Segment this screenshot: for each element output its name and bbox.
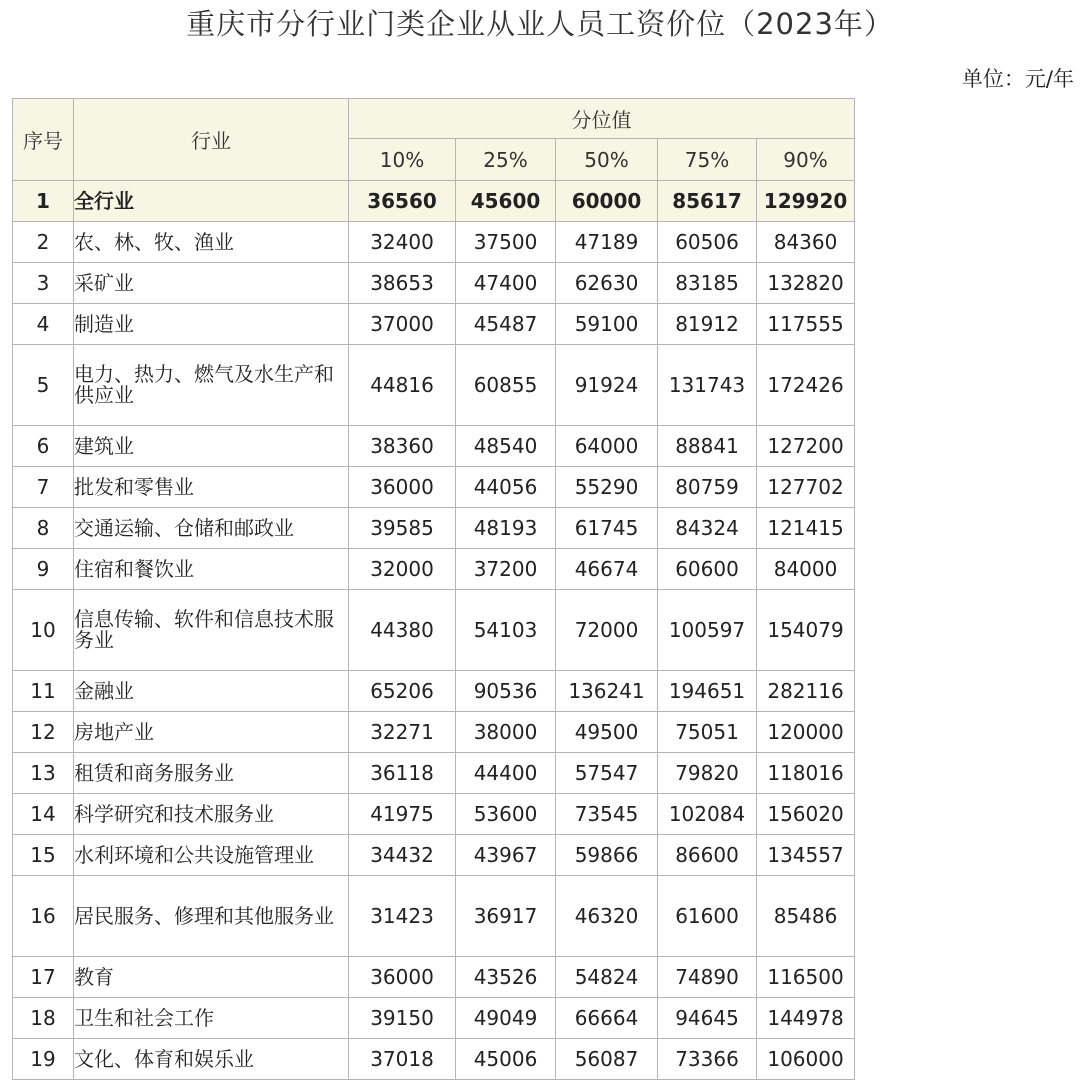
table-row xyxy=(13,957,855,998)
row-value-p75: 61600 xyxy=(658,876,757,957)
row-value-p25: 48193 xyxy=(456,508,556,549)
row-value-p90: 154079 xyxy=(757,590,855,671)
row-value-p10: 32271 xyxy=(349,712,456,753)
row-industry: 批发和零售业 xyxy=(74,467,349,508)
unit-label: 单位：元/年 xyxy=(961,67,1074,91)
row-value-p50: 91924 xyxy=(556,345,658,426)
row-value-p50: 61745 xyxy=(556,508,658,549)
row-value-p50: 64000 xyxy=(556,426,658,467)
row-seq: 15 xyxy=(13,835,74,876)
row-industry: 金融业 xyxy=(74,671,349,712)
row-seq: 5 xyxy=(13,345,74,426)
row-industry: 住宿和餐饮业 xyxy=(74,549,349,590)
table-row xyxy=(13,426,855,467)
row-value-p10: 44816 xyxy=(349,345,456,426)
row-value-p50: 46674 xyxy=(556,549,658,590)
row-value-p90: 282116 xyxy=(757,671,855,712)
row-value-p75: 75051 xyxy=(658,712,757,753)
row-value-p25: 48540 xyxy=(456,426,556,467)
row-value-p75: 84324 xyxy=(658,508,757,549)
row-seq: 9 xyxy=(13,549,74,590)
table-row xyxy=(13,263,855,304)
row-value-p25: 44400 xyxy=(456,753,556,794)
row-value-p50: 54824 xyxy=(556,957,658,998)
row-value-p90: 144978 xyxy=(757,998,855,1039)
row-value-p25: 45600 xyxy=(456,181,556,222)
row-seq: 14 xyxy=(13,794,74,835)
row-industry: 房地产业 xyxy=(74,712,349,753)
row-value-p75: 60600 xyxy=(658,549,757,590)
row-value-p75: 94645 xyxy=(658,998,757,1039)
page-title: 重庆市分行业门类企业从业人员工资价位（2023年） xyxy=(186,7,894,41)
row-value-p90: 172426 xyxy=(757,345,855,426)
row-value-p90: 118016 xyxy=(757,753,855,794)
header-p75: 75% xyxy=(658,139,757,181)
row-value-p90: 134557 xyxy=(757,835,855,876)
row-seq: 17 xyxy=(13,957,74,998)
table-row xyxy=(13,998,855,1039)
row-industry: 制造业 xyxy=(74,304,349,345)
row-value-p50: 57547 xyxy=(556,753,658,794)
row-industry: 居民服务、修理和其他服务业 xyxy=(74,876,349,957)
table-row xyxy=(13,549,855,590)
row-value-p75: 102084 xyxy=(658,794,757,835)
row-seq: 3 xyxy=(13,263,74,304)
row-value-p25: 43967 xyxy=(456,835,556,876)
row-value-p90: 117555 xyxy=(757,304,855,345)
row-value-p50: 136241 xyxy=(556,671,658,712)
row-value-p10: 31423 xyxy=(349,876,456,957)
table-row-total xyxy=(13,181,855,222)
row-value-p75: 86600 xyxy=(658,835,757,876)
row-value-p50: 59100 xyxy=(556,304,658,345)
table-row xyxy=(13,835,855,876)
row-value-p90: 127702 xyxy=(757,467,855,508)
table-row xyxy=(13,508,855,549)
row-industry: 信息传输、软件和信息技术服务业 xyxy=(74,590,349,671)
row-seq: 6 xyxy=(13,426,74,467)
row-value-p75: 88841 xyxy=(658,426,757,467)
row-value-p90: 106000 xyxy=(757,1039,855,1080)
row-seq: 7 xyxy=(13,467,74,508)
row-value-p25: 36917 xyxy=(456,876,556,957)
header-p25: 25% xyxy=(456,139,556,181)
header-percentile-group: 分位值 xyxy=(349,99,855,139)
row-seq: 12 xyxy=(13,712,74,753)
row-value-p10: 36000 xyxy=(349,467,456,508)
row-industry: 科学研究和技术服务业 xyxy=(74,794,349,835)
row-value-p50: 49500 xyxy=(556,712,658,753)
row-value-p10: 36560 xyxy=(349,181,456,222)
row-seq: 10 xyxy=(13,590,74,671)
row-seq: 18 xyxy=(13,998,74,1039)
row-industry: 教育 xyxy=(74,957,349,998)
header-p90: 90% xyxy=(757,139,855,181)
row-value-p50: 59866 xyxy=(556,835,658,876)
row-value-p50: 66664 xyxy=(556,998,658,1039)
row-industry: 租赁和商务服务业 xyxy=(74,753,349,794)
row-value-p25: 53600 xyxy=(456,794,556,835)
row-value-p25: 44056 xyxy=(456,467,556,508)
row-value-p10: 36000 xyxy=(349,957,456,998)
table-row xyxy=(13,876,855,957)
row-value-p50: 73545 xyxy=(556,794,658,835)
row-value-p25: 47400 xyxy=(456,263,556,304)
row-seq: 16 xyxy=(13,876,74,957)
header-seq: 序号 xyxy=(13,99,74,181)
row-value-p50: 62630 xyxy=(556,263,658,304)
row-value-p10: 39150 xyxy=(349,998,456,1039)
table-row xyxy=(13,590,855,671)
row-seq: 2 xyxy=(13,222,74,263)
row-seq: 4 xyxy=(13,304,74,345)
row-seq: 19 xyxy=(13,1039,74,1080)
row-value-p50: 55290 xyxy=(556,467,658,508)
row-value-p25: 49049 xyxy=(456,998,556,1039)
row-industry: 全行业 xyxy=(74,181,349,222)
row-industry: 交通运输、仓储和邮政业 xyxy=(74,508,349,549)
row-value-p10: 38360 xyxy=(349,426,456,467)
row-value-p90: 84000 xyxy=(757,549,855,590)
row-value-p10: 39585 xyxy=(349,508,456,549)
row-value-p10: 36118 xyxy=(349,753,456,794)
table-row xyxy=(13,753,855,794)
row-value-p75: 100597 xyxy=(658,590,757,671)
table-row xyxy=(13,712,855,753)
row-value-p50: 72000 xyxy=(556,590,658,671)
row-value-p50: 46320 xyxy=(556,876,658,957)
row-value-p90: 84360 xyxy=(757,222,855,263)
row-value-p10: 34432 xyxy=(349,835,456,876)
row-value-p25: 37500 xyxy=(456,222,556,263)
wage-table xyxy=(12,98,855,1080)
row-value-p90: 85486 xyxy=(757,876,855,957)
row-value-p90: 127200 xyxy=(757,426,855,467)
table-row xyxy=(13,467,855,508)
row-value-p25: 45487 xyxy=(456,304,556,345)
row-value-p75: 131743 xyxy=(658,345,757,426)
header-industry: 行业 xyxy=(74,99,349,181)
row-value-p10: 32000 xyxy=(349,549,456,590)
row-value-p90: 120000 xyxy=(757,712,855,753)
table-row xyxy=(13,1039,855,1080)
table-row xyxy=(13,794,855,835)
row-value-p50: 60000 xyxy=(556,181,658,222)
row-seq: 11 xyxy=(13,671,74,712)
row-value-p50: 56087 xyxy=(556,1039,658,1080)
table-body xyxy=(13,181,855,1080)
row-seq: 13 xyxy=(13,753,74,794)
row-industry: 卫生和社会工作 xyxy=(74,998,349,1039)
row-value-p10: 32400 xyxy=(349,222,456,263)
row-value-p25: 90536 xyxy=(456,671,556,712)
row-value-p10: 44380 xyxy=(349,590,456,671)
row-industry: 文化、体育和娱乐业 xyxy=(74,1039,349,1080)
row-value-p90: 132820 xyxy=(757,263,855,304)
row-value-p25: 45006 xyxy=(456,1039,556,1080)
row-value-p75: 73366 xyxy=(658,1039,757,1080)
row-value-p75: 83185 xyxy=(658,263,757,304)
row-value-p90: 129920 xyxy=(757,181,855,222)
row-value-p90: 121415 xyxy=(757,508,855,549)
row-value-p25: 38000 xyxy=(456,712,556,753)
row-value-p75: 194651 xyxy=(658,671,757,712)
row-value-p25: 37200 xyxy=(456,549,556,590)
table-row xyxy=(13,345,855,426)
row-value-p90: 116500 xyxy=(757,957,855,998)
row-industry: 建筑业 xyxy=(74,426,349,467)
header-p50: 50% xyxy=(556,139,658,181)
row-industry: 采矿业 xyxy=(74,263,349,304)
row-value-p10: 38653 xyxy=(349,263,456,304)
row-value-p50: 47189 xyxy=(556,222,658,263)
row-value-p10: 65206 xyxy=(349,671,456,712)
row-value-p10: 37018 xyxy=(349,1039,456,1080)
row-value-p75: 81912 xyxy=(658,304,757,345)
row-value-p75: 85617 xyxy=(658,181,757,222)
row-value-p10: 37000 xyxy=(349,304,456,345)
header-p10: 10% xyxy=(349,139,456,181)
row-industry: 水利环境和公共设施管理业 xyxy=(74,835,349,876)
row-seq: 8 xyxy=(13,508,74,549)
row-value-p25: 60855 xyxy=(456,345,556,426)
row-value-p90: 156020 xyxy=(757,794,855,835)
row-seq: 1 xyxy=(13,181,74,222)
table-row xyxy=(13,222,855,263)
row-value-p25: 43526 xyxy=(456,957,556,998)
row-industry: 电力、热力、燃气及水生产和供应业 xyxy=(74,345,349,426)
row-value-p75: 79820 xyxy=(658,753,757,794)
row-value-p75: 74890 xyxy=(658,957,757,998)
row-value-p10: 41975 xyxy=(349,794,456,835)
row-value-p75: 80759 xyxy=(658,467,757,508)
table-row xyxy=(13,671,855,712)
row-industry: 农、林、牧、渔业 xyxy=(74,222,349,263)
row-value-p75: 60506 xyxy=(658,222,757,263)
table-row xyxy=(13,304,855,345)
row-value-p25: 54103 xyxy=(456,590,556,671)
